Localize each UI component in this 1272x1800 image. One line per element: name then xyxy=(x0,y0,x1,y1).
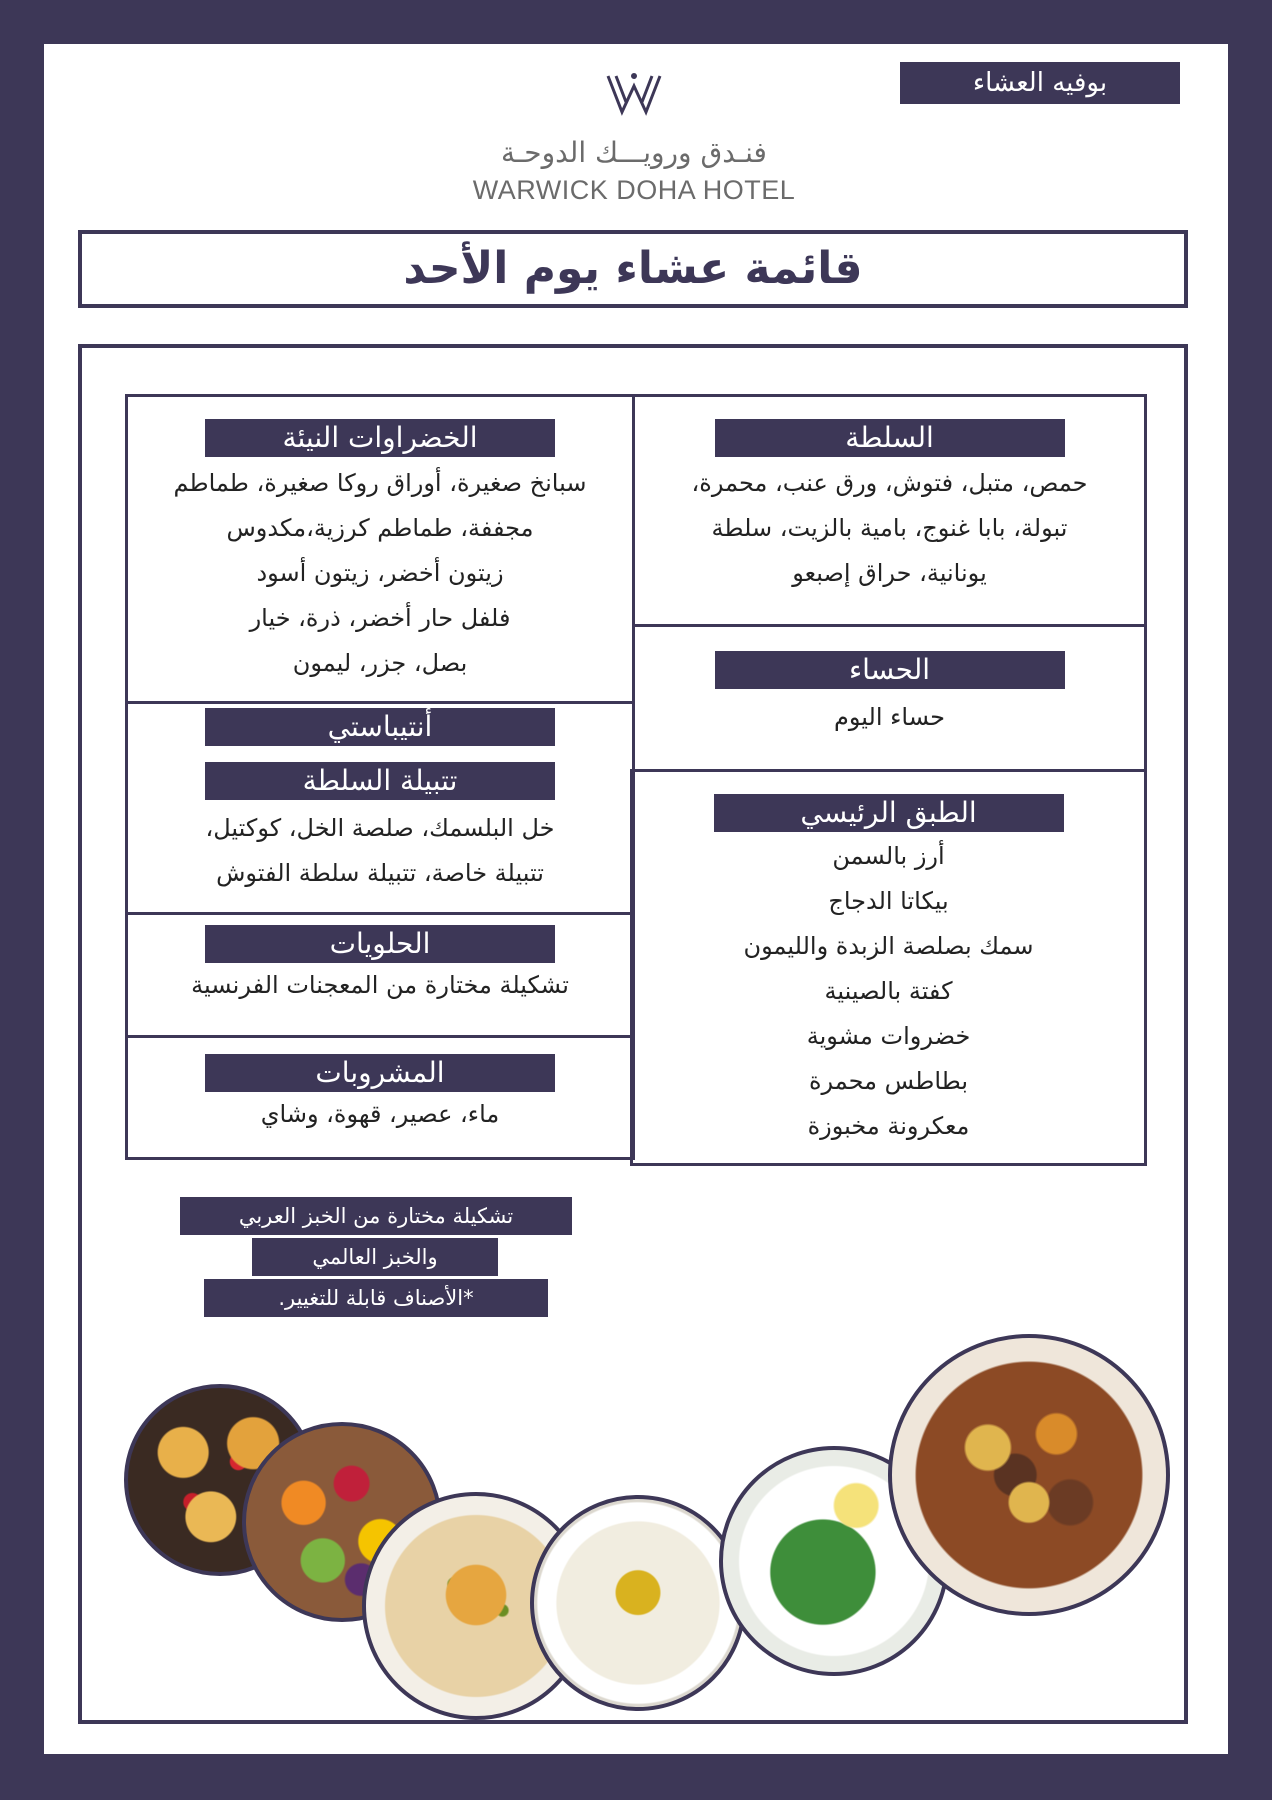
salad-section xyxy=(632,394,1147,627)
salad-dressing-heading: تتبيلة السلطة xyxy=(205,762,555,800)
drinks-section xyxy=(125,1035,635,1160)
list-item: معكرونة مخبوزة xyxy=(807,1112,970,1140)
raw-vegetables-section xyxy=(125,394,635,704)
list-item: يونانية، حراق إصبعو xyxy=(792,559,987,587)
list-item: سمك بصلصة الزبدة والليمون xyxy=(743,932,1034,960)
menu-page xyxy=(44,44,1228,1754)
beef-stew-photo xyxy=(888,1334,1170,1616)
raw-vegetables-heading: الخضراوات النيئة xyxy=(205,419,555,457)
antipasti-items xyxy=(128,806,632,896)
salad-heading: السلطة xyxy=(715,419,1065,457)
list-item: ماء، عصير، قهوة، وشاي xyxy=(260,1100,500,1128)
list-item: أرز بالسمن xyxy=(832,842,945,870)
list-item: تتبيلة خاصة، تتبيلة سلطة الفتوش xyxy=(216,859,544,887)
soup-items xyxy=(635,695,1144,740)
menu-title: قائمة عشاء يوم الأحد xyxy=(403,243,863,294)
list-item: زيتون أخضر، زيتون أسود xyxy=(256,559,504,587)
soup-heading: الحساء xyxy=(715,651,1065,689)
crown-icon xyxy=(604,72,664,116)
list-item: حمص، متبل، فتوش، ورق عنب، محمرة، xyxy=(691,469,1088,497)
raw-vegetables-items xyxy=(128,461,632,686)
list-item: تشكيلة مختارة من المعجنات الفرنسية xyxy=(191,971,569,999)
hotel-logo xyxy=(444,72,824,206)
antipasti-section xyxy=(125,701,635,915)
list-item: بصل، جزر، ليمون xyxy=(292,649,468,677)
list-item: بيكاتا الدجاج xyxy=(828,887,949,915)
drinks-heading: المشروبات xyxy=(205,1054,555,1092)
buffet-label: بوفيه العشاء xyxy=(900,62,1180,104)
desserts-heading: الحلويات xyxy=(205,925,555,963)
bread-note-continued: والخبز العالمي xyxy=(252,1238,498,1276)
logo-arabic: فنـدق ورويـــك الدوحـة xyxy=(501,136,767,169)
main-section xyxy=(630,769,1147,1166)
salad-items xyxy=(635,461,1144,596)
list-item: خل البلسمك، صلصة الخل، كوكتيل، xyxy=(205,814,555,842)
antipasti-heading: أنتيباستي xyxy=(205,708,555,746)
list-item: كفتة بالصينية xyxy=(824,977,953,1005)
main-heading: الطبق الرئيسي xyxy=(714,794,1064,832)
list-item: سبانخ صغيرة، أوراق روكا صغيرة، طماطم xyxy=(173,469,587,497)
soup-section xyxy=(632,624,1147,772)
menu-title-box xyxy=(78,230,1188,308)
drinks-items xyxy=(128,1092,632,1137)
list-item: خضروات مشوية xyxy=(806,1022,971,1050)
labneh-photo xyxy=(530,1495,746,1711)
list-item: تبولة، بابا غنوج، بامية بالزيت، سلطة xyxy=(711,514,1068,542)
bread-note: تشكيلة مختارة من الخبز العربي xyxy=(180,1197,572,1235)
desserts-items xyxy=(128,963,632,1008)
list-item: فلفل حار أخضر، ذرة، خيار xyxy=(249,604,511,632)
list-item: بطاطس محمرة xyxy=(808,1067,969,1095)
list-item: حساء اليوم xyxy=(834,703,945,731)
list-item: مجففة، طماطم كرزية،مكدوس xyxy=(226,514,534,542)
main-items xyxy=(633,834,1144,1149)
items-subject-to-change-note: *الأصناف قابلة للتغيير. xyxy=(204,1279,548,1317)
logo-english: WARWICK DOHA HOTEL xyxy=(472,175,796,205)
desserts-section xyxy=(125,912,635,1038)
